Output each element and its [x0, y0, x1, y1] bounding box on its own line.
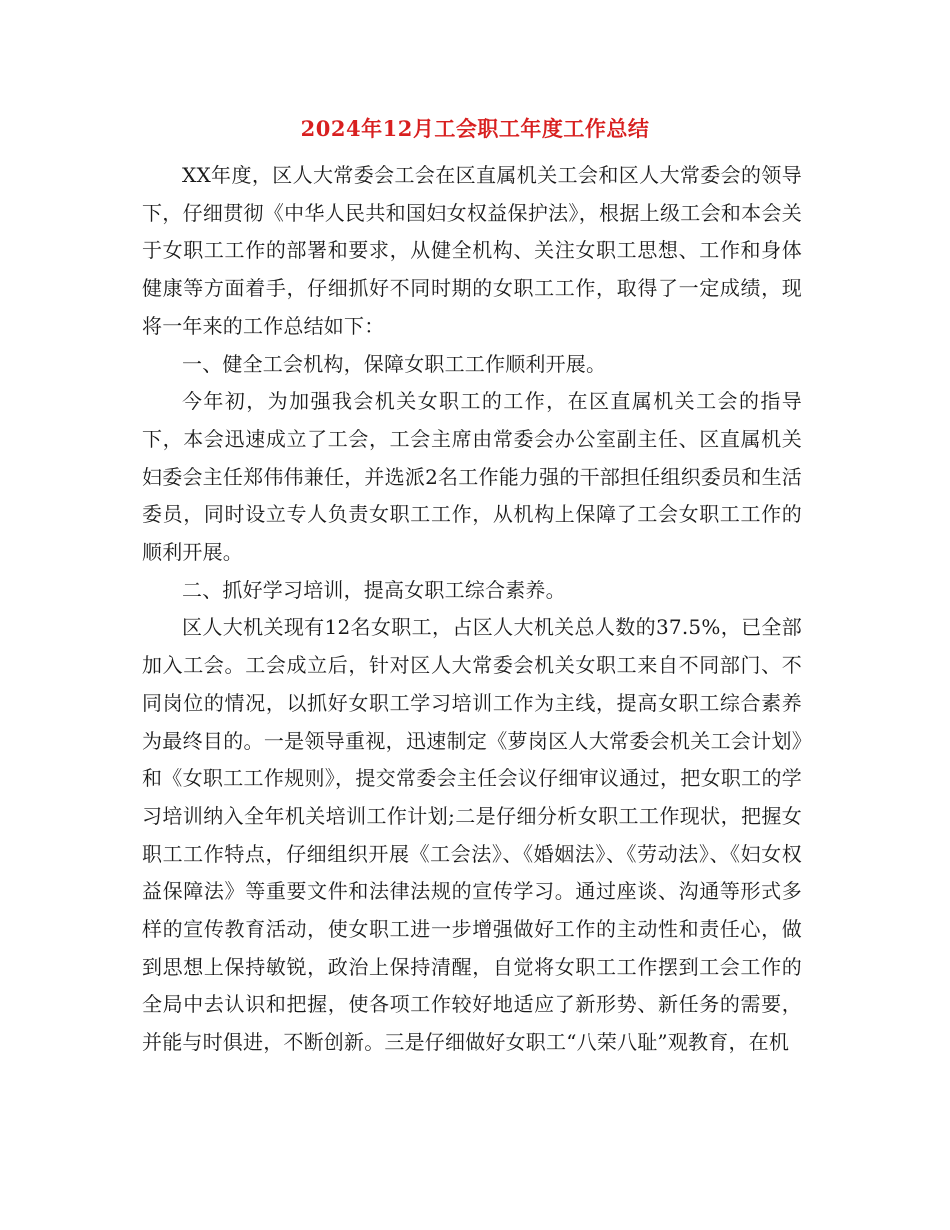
paragraph-section-2: 区人大机关现有12名女职工，占区人大机关总人数的37.5%，已全部加入工会。工会成立后，针对区人大常委会机关女职工来自不同部门、不同岗位的情况，以抓好女职工学习培训工作为主线，提高女职工综合素养为最终目的。一是领导重视，迅速制定《萝岗区人大常委会机关工会计划》和《女职工工作规则》，提交常委会主任会议仔细审议通过，把女职工的学习培训纳入全年机关培训工作计划;二是仔细分析女职工工作现状，把握女职工工作特点，仔细组织开展《工会法》、《婚姻法》、《劳动法》、《妇女权益保障法》等重要文件和法律法规的宣传学习。通过座谈、沟通等形式多样的宣传教育活动，使女职工进一步增强做好工作的主动性和责任心，做到思想上保持敏锐，政治上保持清醒，自觉将女职工工作摆到工会工作的全局中去认识和把握，使各项工作较好地适应了新形势、新任务的需要，并能与时俱进，不断创新。三是仔细做好女职工“八荣八耻”观教育，在机	[142, 615, 802, 1055]
paragraph-intro: XX年度，区人大常委会工会在区直属机关工会和区人大常委会的领导下，仔细贯彻《中华人民共和国妇女权益保护法》，根据上级工会和本会关于女职工工作的部署和要求，从健全机构、关注女职工思想、工作和身体健康等方面着手，仔细抓好不同时期的女职工工作，取得了一定成绩，现将一年来的工作总结如下：	[142, 163, 802, 338]
paragraph-section-1: 今年初，为加强我会机关女职工的工作，在区直属机关工会的指导下，本会迅速成立了工会，工会主席由常委会办公室副主任、区直属机关妇委会主任郑伟伟兼任，并选派2名工作能力强的干部担任组织委员和生活委员，同时设立专人负责女职工工作，从机构上保障了工会女职工工作的顺利开展。	[142, 389, 802, 565]
document-body	[142, 157, 802, 1062]
section-heading-1: 一、健全工会机构，保障女职工工作顺利开展。	[182, 351, 607, 376]
document-title: 2024年12月工会职工年度工作总结	[300, 116, 650, 141]
section-heading-2: 二、抓好学习培训，提高女职工综合素养。	[182, 577, 566, 602]
